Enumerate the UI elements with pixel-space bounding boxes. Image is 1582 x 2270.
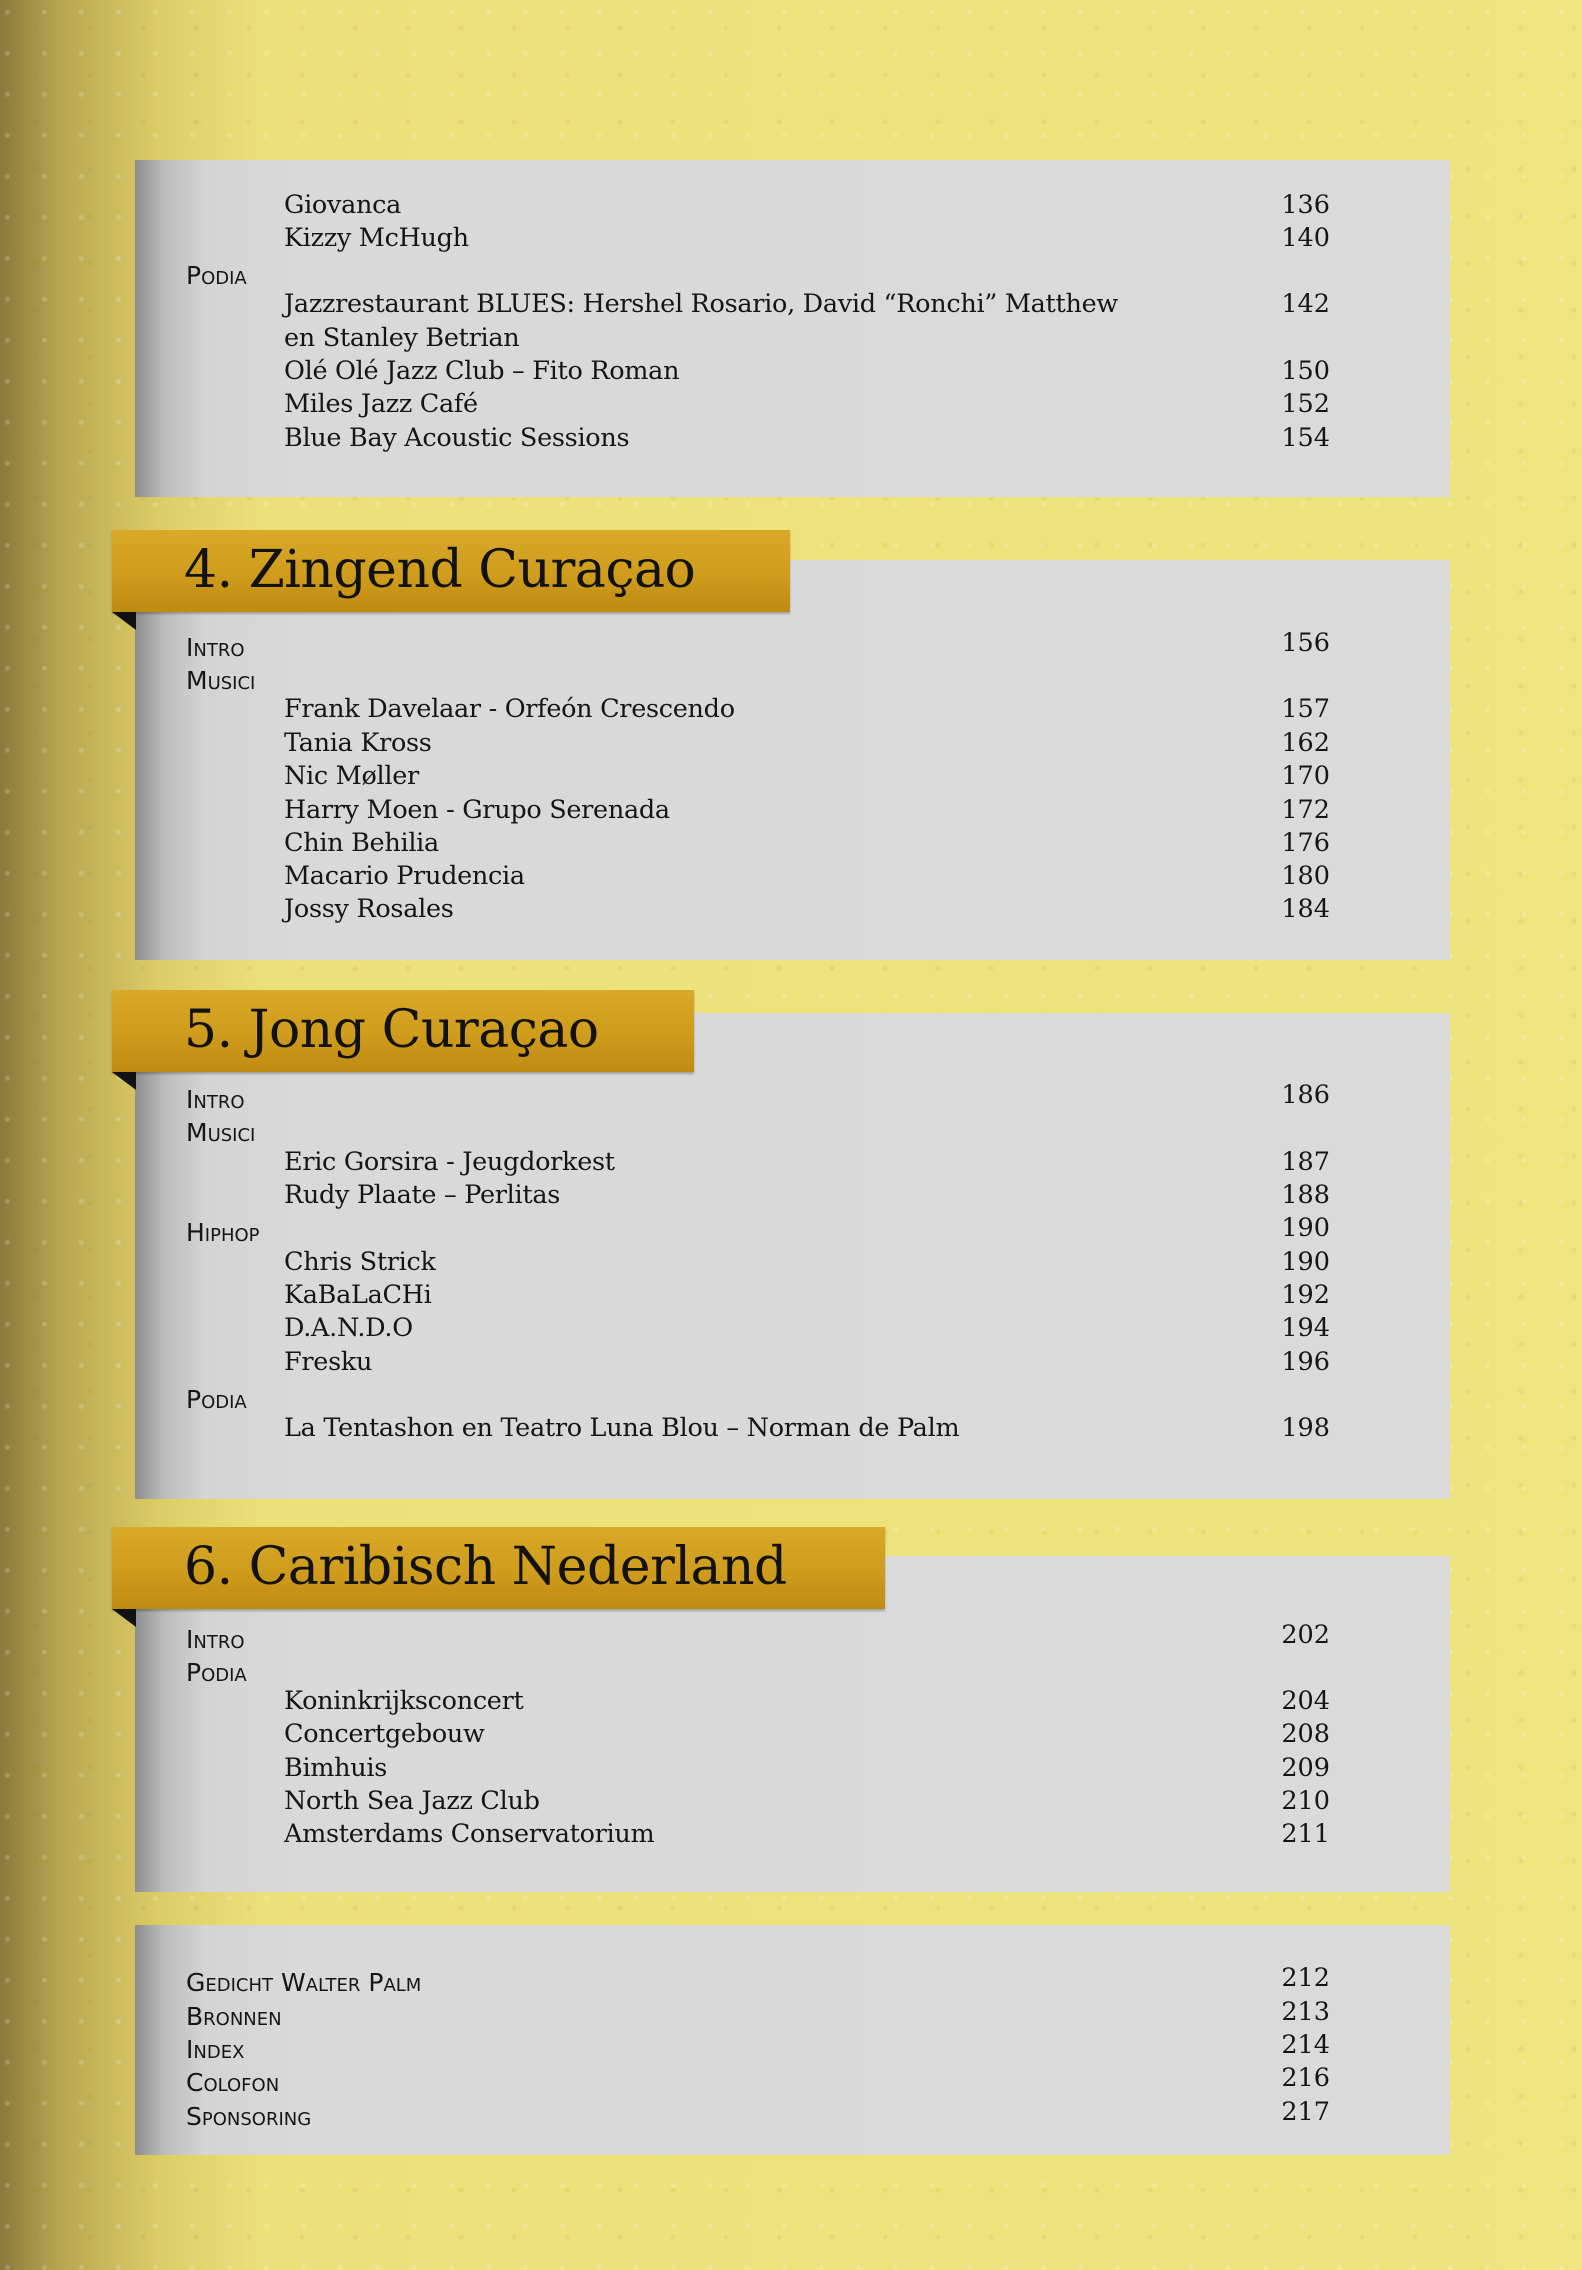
toc-page-number: 198 (1281, 1413, 1330, 1443)
toc-entry-title: Eric Gorsira - Jeugdorkest (284, 1147, 615, 1177)
toc-entry-title: D.A.N.D.O (284, 1313, 413, 1343)
toc-page-number: 170 (1281, 761, 1330, 791)
toc-entry-row (0, 223, 1582, 256)
toc-entry-title: en Stanley Betrian (284, 323, 520, 353)
toc-entry-title: La Tentashon en Teatro Luna Blou – Norman de Palm (284, 1413, 960, 1443)
toc-category-row (0, 1963, 1582, 1996)
toc-category-label: Musici (186, 1118, 256, 1147)
toc-page-number: 209 (1281, 1753, 1330, 1783)
toc-entry-row (0, 1347, 1582, 1380)
toc-page-number: 213 (1281, 1997, 1330, 2027)
toc-entry-row (0, 828, 1582, 861)
toc-entry-row (0, 1786, 1582, 1819)
toc-page-number: 187 (1281, 1147, 1330, 1177)
toc-entry-row (0, 861, 1582, 894)
toc-category-label: Sponsoring (186, 2102, 312, 2131)
toc-category-row (0, 2030, 1582, 2063)
toc-entry-title: KaBaLaCHi (284, 1280, 432, 1310)
toc-entry-row (0, 190, 1582, 223)
toc-page-number: 208 (1281, 1719, 1330, 1749)
toc-category-label: Podia (186, 1385, 247, 1414)
toc-page-number: 216 (1281, 2063, 1330, 2093)
toc-category-label: Index (186, 2035, 245, 2064)
toc-entry-title: North Sea Jazz Club (284, 1786, 540, 1816)
toc-entry-title: Chin Behilia (284, 828, 439, 858)
toc-page-number: 150 (1281, 356, 1330, 386)
toc-entry-row (0, 1180, 1582, 1213)
toc-page-number: 196 (1281, 1347, 1330, 1377)
toc-entry-title: Concertgebouw (284, 1719, 485, 1749)
toc-entry-title: Tania Kross (284, 728, 432, 758)
toc-entry-row (0, 1719, 1582, 1752)
toc-category-label: Bronnen (186, 2002, 282, 2031)
toc-entry-row (0, 1313, 1582, 1346)
toc-category-row (0, 1213, 1582, 1246)
toc-page-number: 190 (1281, 1213, 1330, 1243)
toc-page-number: 176 (1281, 828, 1330, 858)
toc-entry-row (0, 1147, 1582, 1180)
toc-entry-row (0, 894, 1582, 927)
toc-category-label: Podia (186, 1658, 247, 1687)
toc-page-number: 211 (1281, 1819, 1330, 1849)
toc-entry-title: Fresku (284, 1347, 373, 1377)
toc-page-number: 157 (1281, 694, 1330, 724)
section-heading-6 (112, 1527, 885, 1609)
toc-entry-row (0, 1413, 1582, 1446)
toc-entry-title: Nic Møller (284, 761, 419, 791)
toc-entry-title: Macario Prudencia (284, 861, 525, 891)
toc-page-number: 192 (1281, 1280, 1330, 1310)
toc-entry-title: Giovanca (284, 190, 401, 220)
toc-entry-title: Chris Strick (284, 1247, 436, 1277)
toc-entry-title: Rudy Plaate – Perlitas (284, 1180, 561, 1210)
toc-page-number: 204 (1281, 1686, 1330, 1716)
toc-entry-row (0, 356, 1582, 389)
toc-page-number: 142 (1281, 289, 1330, 319)
toc-category-row (0, 1620, 1582, 1653)
toc-category-label: Hiphop (186, 1218, 260, 1247)
toc-page-number: 184 (1281, 894, 1330, 924)
toc-page-number: 188 (1281, 1180, 1330, 1210)
toc-category-label: Gedicht Walter Palm (186, 1968, 422, 1997)
toc-category-label: Intro (186, 1085, 245, 1114)
toc-entry-row (0, 728, 1582, 761)
toc-category-row (0, 2063, 1582, 2096)
toc-category-label: Intro (186, 633, 245, 662)
toc-category-row (0, 628, 1582, 661)
toc-page-number: 202 (1281, 1620, 1330, 1650)
toc-entry-title: Harry Moen - Grupo Serenada (284, 795, 670, 825)
toc-page-number: 162 (1281, 728, 1330, 758)
toc-page-number: 194 (1281, 1313, 1330, 1343)
toc-category-row (0, 1997, 1582, 2030)
toc-category-row (0, 256, 1582, 289)
toc-page-number: 217 (1281, 2097, 1330, 2127)
section-title: 4. Zingend Curaçao (184, 540, 696, 600)
toc-page-number: 212 (1281, 1963, 1330, 1993)
section-heading-5 (112, 990, 694, 1072)
toc-entry-row (0, 1686, 1582, 1719)
toc-entry-row (0, 1753, 1582, 1786)
toc-page-number: 140 (1281, 223, 1330, 253)
toc-entry-row (0, 694, 1582, 727)
toc-category-row (0, 1653, 1582, 1686)
toc-entry-title: Miles Jazz Café (284, 389, 478, 419)
toc-entry-title: Kizzy McHugh (284, 223, 469, 253)
toc-category-label: Musici (186, 666, 256, 695)
toc-category-label: Colofon (186, 2068, 280, 2097)
toc-page-number: 172 (1281, 795, 1330, 825)
toc-entry-row (0, 1819, 1582, 1852)
toc-entry-title: Jossy Rosales (284, 894, 454, 924)
toc-category-row (0, 1113, 1582, 1146)
toc-category-label: Podia (186, 261, 247, 290)
toc-entry-title: Jazzrestaurant BLUES: Hershel Rosario, David “Ronchi” Matthew (284, 289, 1118, 319)
toc-category-row (0, 2097, 1582, 2130)
toc-entry-row (0, 289, 1582, 322)
toc-category-row (0, 661, 1582, 694)
toc-entry-row (0, 1247, 1582, 1280)
toc-entry-row (0, 323, 1582, 356)
toc-page-number: 136 (1281, 190, 1330, 220)
toc-page-number: 152 (1281, 389, 1330, 419)
toc-page-number: 186 (1281, 1080, 1330, 1110)
toc-entry-title: Bimhuis (284, 1753, 388, 1783)
toc-entry-title: Blue Bay Acoustic Sessions (284, 423, 630, 453)
toc-entry-title: Olé Olé Jazz Club – Fito Roman (284, 356, 680, 386)
section-title: 5. Jong Curaçao (184, 1000, 599, 1060)
toc-entry-row (0, 389, 1582, 422)
toc-entry-row (0, 423, 1582, 456)
toc-entry-title: Amsterdams Conservatorium (284, 1819, 655, 1849)
section-title: 6. Caribisch Nederland (184, 1537, 787, 1597)
toc-category-row (0, 1380, 1582, 1413)
toc-entry-row (0, 761, 1582, 794)
toc-category-row (0, 1080, 1582, 1113)
toc-entry-row (0, 795, 1582, 828)
toc-page-number: 214 (1281, 2030, 1330, 2060)
toc-entry-row (0, 1280, 1582, 1313)
toc-page-number: 156 (1281, 628, 1330, 658)
toc-entry-title: Koninkrijksconcert (284, 1686, 524, 1716)
toc-page-number: 180 (1281, 861, 1330, 891)
toc-page-number: 190 (1281, 1247, 1330, 1277)
toc-page-number: 154 (1281, 423, 1330, 453)
section-heading-4 (112, 530, 790, 612)
toc-page-number: 210 (1281, 1786, 1330, 1816)
toc-category-label: Intro (186, 1625, 245, 1654)
toc-entry-title: Frank Davelaar - Orfeón Crescendo (284, 694, 735, 724)
